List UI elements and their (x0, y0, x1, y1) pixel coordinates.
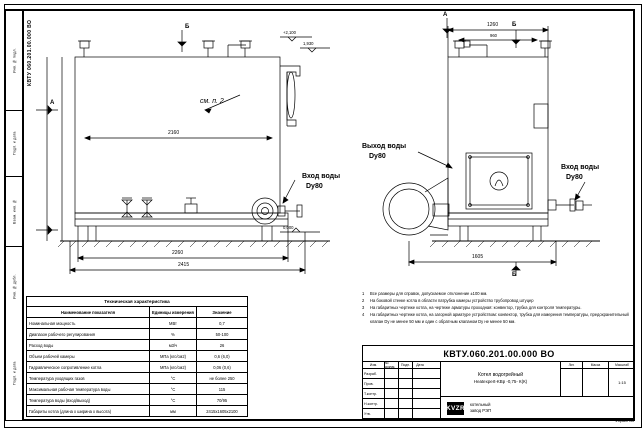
side-outlet-label: Выход воды (362, 143, 407, 150)
tech-row-value: не более 250 (197, 373, 248, 384)
table-row (27, 340, 248, 351)
notes-list (362, 291, 634, 326)
stat-value-mass (583, 369, 609, 396)
title-block-header-row (363, 362, 441, 369)
table-row (27, 373, 248, 384)
title-block (362, 345, 634, 419)
name-cell (385, 389, 399, 398)
tech-row-unit: МПа (кгс/см2) (150, 362, 197, 373)
tech-row-name: Температура воды (вход/выход) (27, 395, 150, 406)
org-name-line1: котельный (470, 402, 491, 408)
note-number: 4 (362, 312, 365, 318)
sheet-top-code: КВТУ 060.201.00.000 ВО (27, 19, 33, 86)
left-stamp-cell: Инв. № подл. (6, 10, 23, 110)
title-block-revision-columns (363, 362, 441, 419)
table-row (27, 384, 248, 395)
sign-cell (399, 379, 413, 388)
dim-2415: 2415 (178, 262, 190, 268)
name-cell (385, 409, 399, 419)
tech-row-unit: °С (150, 395, 197, 406)
product-title-cell (441, 362, 561, 397)
stat-header-mass: Масса (583, 362, 609, 368)
note-number: 3 (362, 305, 365, 311)
tech-row-unit: °С (150, 384, 197, 395)
date-cell (413, 389, 427, 398)
table-row (363, 389, 441, 399)
tech-row-name: Габариты котла (длина х ширина х высота) (27, 406, 150, 417)
sign-cell (399, 409, 413, 419)
tech-row-value: 50-100 (197, 329, 248, 340)
product-title: Котел водогрейный (477, 371, 524, 378)
role-cell: Н.контр. (363, 399, 385, 408)
tech-row-value: 115 (197, 384, 248, 395)
section-mark-b-side: Б (512, 22, 517, 28)
side-inlet-dn: Dy80 (566, 174, 583, 181)
tech-row-name: Гидравлическое сопротивление котла (27, 362, 150, 373)
drawing-designation: КВТУ.060.201.00.000 ВО (363, 346, 635, 362)
tech-row-value: 0,7 (197, 318, 248, 329)
note-number: 2 (362, 298, 365, 304)
table-row (363, 409, 441, 419)
left-stamp-cell: Инв. № дубл. (6, 246, 23, 326)
elevation-top: +2,100 (283, 30, 296, 35)
tech-row-value: 0,06 (0,6) (197, 362, 248, 373)
side-outlet-dn: Dy80 (369, 153, 386, 160)
tech-header-value: Значение (197, 307, 248, 318)
tech-row-unit: МПа (кгс/см2) (150, 351, 197, 362)
elevation-second: 1,930 (303, 41, 314, 46)
technical-characteristics-table (26, 296, 248, 417)
section-mark-a-front: A (50, 100, 55, 106)
tech-table-caption: Техническая характеристика (27, 297, 248, 307)
date-cell (413, 369, 427, 378)
col-header-sign: Подп. (399, 362, 413, 368)
table-row (27, 395, 248, 406)
name-cell (385, 379, 399, 388)
col-header-doc: № докум. (385, 362, 399, 368)
role-cell: Утв. (363, 409, 385, 419)
tech-row-unit: МВт (150, 318, 197, 329)
tech-row-unit: мм (150, 406, 197, 417)
callout-note-2: см. п. 2 (200, 98, 224, 105)
dim-1260: 1260 (487, 22, 499, 28)
role-cell: Т.контр. (363, 389, 385, 398)
tech-row-value: 26 (197, 340, 248, 351)
note-text: На габаритных чертеже котла, на чертеже арматуры проходная: конвектор, трубка для контроля температуры. (370, 305, 582, 311)
note-text: На габаритных чертеже котла, на загорной арматуре устройством: конвектор, трубка для измерения температуры, предохранительный клапан Dy не менее 50 мм и один с обратным клапаном Dy не менее 50 мм. (370, 312, 629, 324)
role-cell: Разраб. (363, 369, 385, 378)
tech-row-unit: м3/ч (150, 340, 197, 351)
tech-row-name: Объем рабочей камеры (27, 351, 150, 362)
col-header-change: Изм. (363, 362, 385, 368)
note-number: 1 (362, 291, 365, 296)
section-mark-b-bottom: Б (512, 272, 517, 278)
stat-header-lit: Лит. (561, 362, 583, 368)
tech-row-value: 0,6 (6,0) (197, 351, 248, 362)
name-cell (385, 399, 399, 408)
left-stamp-cell: Подп. и дата (12, 361, 17, 386)
role-cell: Пров. (363, 379, 385, 388)
company-logo (441, 402, 491, 415)
elevation-zero: 0,000 (283, 225, 294, 230)
product-model: Heatexpert-KВр -0,75- К(К) (473, 379, 528, 385)
org-name-line2: завод РЭП (470, 408, 492, 413)
tech-row-name: Номинальная мощность (27, 318, 150, 329)
sign-cell (399, 389, 413, 398)
stat-header-scale: Масштаб (615, 363, 629, 367)
table-row (27, 351, 248, 362)
table-row (27, 318, 248, 329)
note-text: На боковой стенке котла в области патрубка камеры устройство трубопровод штуцер (370, 298, 534, 304)
tech-row-value: 2415х1605х2100 (197, 406, 248, 417)
status-header-row (561, 362, 635, 369)
front-inlet-label: Вход воды (302, 173, 341, 180)
front-inlet-dn: Dy80 (306, 183, 323, 190)
tech-row-name: Диапазон рабочего регулирования (27, 329, 150, 340)
organization-cell (441, 397, 635, 419)
tech-header-unit: Единицы измерения (150, 307, 197, 318)
section-mark-b-front: Б (185, 24, 190, 30)
table-row (363, 399, 441, 409)
side-inlet-label: Вход воды (561, 164, 600, 171)
sign-cell (399, 399, 413, 408)
dim-2260: 2260 (172, 250, 184, 256)
left-stamp-cell: Подп. и дата (6, 110, 23, 176)
dim-2160: 2160 (168, 130, 180, 136)
tech-row-value: 70/95 (197, 395, 248, 406)
note-item (362, 312, 634, 324)
tech-row-name: Температура уходящих газов (27, 373, 150, 384)
name-cell (385, 369, 399, 378)
tech-row-unit: % (150, 329, 197, 340)
left-stamp-cell: Взам. инв. № (6, 176, 23, 246)
date-cell (413, 409, 427, 419)
date-cell (413, 379, 427, 388)
sheet-format: Формат А3 (614, 419, 634, 423)
note-item (362, 305, 634, 311)
note-item (362, 298, 634, 304)
left-stamp-column (5, 9, 22, 421)
stat-value-scale: 1:15 (618, 380, 626, 385)
col-header-date: Дата (416, 363, 424, 367)
sign-cell (399, 369, 413, 378)
table-row (363, 379, 441, 389)
org-name (466, 402, 491, 414)
table-row (27, 406, 248, 417)
logo-mark: KVZR (447, 402, 464, 415)
note-item (362, 291, 634, 297)
dim-1605: 1605 (472, 254, 484, 260)
tech-row-unit: °С (150, 373, 197, 384)
date-cell (413, 399, 427, 408)
tech-header-name: Наименование показателя (27, 307, 150, 318)
section-mark-a-side: A (443, 12, 448, 18)
tech-row-name: Расход воды (27, 340, 150, 351)
status-value-row (561, 369, 635, 397)
stat-value-lit (561, 369, 583, 396)
table-row (27, 362, 248, 373)
tech-row-name: Максимальная рабочая температура воды (27, 384, 150, 395)
dim-960: 960 (490, 33, 497, 38)
note-text: Все размеры для справок, допускаемое отклонение ±100 мм. (370, 291, 488, 296)
table-row (363, 369, 441, 379)
table-row (27, 329, 248, 340)
